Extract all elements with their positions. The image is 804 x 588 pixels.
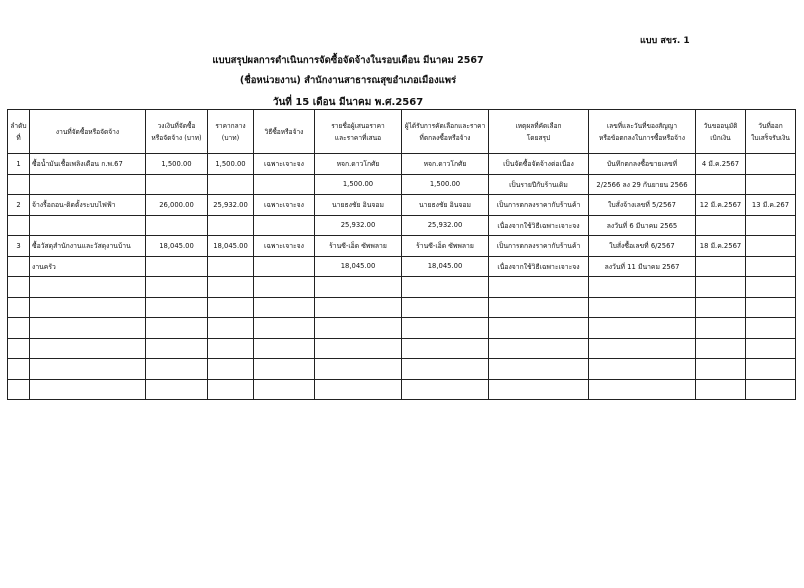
reason-cell: เป็นการตกลงราคากับร้านค้า — [489, 236, 589, 257]
budget-cell: 1,500.00 — [146, 154, 208, 175]
empty-cell — [146, 297, 208, 318]
empty-cell — [30, 297, 146, 318]
item-cell — [30, 174, 146, 195]
empty-cell — [8, 338, 30, 359]
empty-cell — [208, 297, 254, 318]
empty-cell — [696, 338, 746, 359]
selected-cell: 1,500.00 — [402, 174, 489, 195]
empty-cell — [402, 379, 489, 400]
empty-cell — [8, 359, 30, 380]
row-number: 1 — [8, 154, 30, 175]
empty-cell — [8, 297, 30, 318]
approval-date-cell — [696, 215, 746, 236]
median-price-cell — [208, 174, 254, 195]
empty-cell — [254, 277, 315, 298]
empty-cell — [402, 277, 489, 298]
header-row — [8, 110, 796, 154]
selected-cell: 18,045.00 — [402, 256, 489, 277]
row-number: 3 — [8, 236, 30, 257]
empty-cell — [589, 297, 696, 318]
empty-cell — [315, 318, 402, 339]
form-code: แบบ สขร. 1 — [640, 36, 690, 46]
empty-row — [8, 297, 796, 318]
budget-cell: 26,000.00 — [146, 195, 208, 216]
header-selected: ผู้ได้รับการคัดเลือกและราคา ที่ตกลงซื้อหรือจ้าง — [402, 110, 489, 154]
empty-cell — [696, 318, 746, 339]
empty-cell — [589, 359, 696, 380]
empty-cell — [315, 277, 402, 298]
reason-cell: เป็นจัดซื้อจัดจ้างต่อเนื่อง — [489, 154, 589, 175]
item-cell: ซื้อน้ำมันเชื้อเพลิงเดือน ก.พ.67 — [30, 154, 146, 175]
receipt-date-cell: 13 มี.ค.267 — [746, 195, 796, 216]
reason-cell: เป็นรายปีกับร้านเดิม — [489, 174, 589, 195]
empty-cell — [746, 277, 796, 298]
contract-cell: 2/2566 ลง 29 กันยายน 2566 — [589, 174, 696, 195]
method-cell: เฉพาะเจาะจง — [254, 195, 315, 216]
median-price-cell — [208, 256, 254, 277]
method-cell — [254, 256, 315, 277]
empty-row — [8, 318, 796, 339]
report-title: แบบสรุปผลการดำเนินการจัดซื้อจัดจ้างในรอบเดือน มีนาคม 2567 — [212, 55, 484, 66]
reason-cell: เนื่องจากใช้วิธีเฉพาะเจาะจง — [489, 256, 589, 277]
header-median-price: ราคากลาง (บาท) — [208, 110, 254, 154]
empty-cell — [146, 338, 208, 359]
empty-cell — [146, 359, 208, 380]
row-number — [8, 215, 30, 236]
table-row — [8, 256, 796, 277]
bidders-cell: 25,932.00 — [315, 215, 402, 236]
method-cell: เฉพาะเจาะจง — [254, 154, 315, 175]
header-receipt-date: วันที่ออก ใบเสร็จรับเงิน — [746, 110, 796, 154]
empty-cell — [696, 297, 746, 318]
empty-cell — [589, 379, 696, 400]
empty-cell — [402, 297, 489, 318]
table-row — [8, 195, 796, 216]
agency-name: (ชื่อหน่วยงาน) สำนักงานสาธารณสุขอำเภอเมืองแพร่ — [239, 75, 457, 86]
empty-cell — [402, 338, 489, 359]
empty-cell — [489, 318, 589, 339]
empty-cell — [8, 318, 30, 339]
item-cell — [30, 215, 146, 236]
table-row — [8, 236, 796, 257]
empty-cell — [589, 277, 696, 298]
median-price-cell: 25,932.00 — [208, 195, 254, 216]
median-price-cell: 1,500.00 — [208, 154, 254, 175]
bidders-cell: 1,500.00 — [315, 174, 402, 195]
method-cell — [254, 215, 315, 236]
report-date: วันที่ 15 เดือน มีนาคม พ.ศ.2567 — [272, 97, 424, 108]
bidders-cell: ร้านซี-เอ็ด ซัพพลาย — [315, 236, 402, 257]
empty-cell — [8, 277, 30, 298]
empty-cell — [146, 277, 208, 298]
reason-cell: เนื่องจากใช้วิธีเฉพาะเจาะจง — [489, 215, 589, 236]
empty-cell — [30, 277, 146, 298]
empty-cell — [208, 338, 254, 359]
row-number — [8, 174, 30, 195]
selected-cell: นายธงชัย อินจอม — [402, 195, 489, 216]
budget-cell — [146, 256, 208, 277]
empty-cell — [30, 338, 146, 359]
bidders-cell: หจก.ดาวโกศัย — [315, 154, 402, 175]
item-cell: งานครัว — [30, 256, 146, 277]
empty-cell — [208, 277, 254, 298]
approval-date-cell: 4 มี.ค.2567 — [696, 154, 746, 175]
empty-cell — [696, 277, 746, 298]
header-approval-date: วันขออนุมัติ เบิกเงิน — [696, 110, 746, 154]
empty-cell — [746, 379, 796, 400]
approval-date-cell: 18 มี.ค.2567 — [696, 236, 746, 257]
header-bidders: รายชื่อผู้เสนอราคา และราคาที่เสนอ — [315, 110, 402, 154]
approval-date-cell — [696, 174, 746, 195]
empty-cell — [315, 297, 402, 318]
empty-cell — [30, 379, 146, 400]
empty-row — [8, 379, 796, 400]
header-item: งานที่จัดซื้อหรือจัดจ้าง — [30, 110, 146, 154]
contract-cell: ใบสั่งจ้างเลขที่ 5/2567 — [589, 195, 696, 216]
reason-cell: เป็นการตกลงราคากับร้านค้า — [489, 195, 589, 216]
selected-cell: 25,932.00 — [402, 215, 489, 236]
empty-cell — [254, 338, 315, 359]
empty-cell — [746, 359, 796, 380]
empty-cell — [696, 359, 746, 380]
row-number — [8, 256, 30, 277]
empty-cell — [746, 297, 796, 318]
header-contract: เลขที่และวันที่ของสัญญา หรือข้อตกลงในการซื้อหรือจ้าง — [589, 110, 696, 154]
selected-cell: หจก.ดาวโกศัย — [402, 154, 489, 175]
median-price-cell — [208, 215, 254, 236]
table-row — [8, 174, 796, 195]
empty-cell — [208, 379, 254, 400]
empty-cell — [254, 359, 315, 380]
contract-cell: ลงวันที่ 11 มีนาคม 2567 — [589, 256, 696, 277]
empty-cell — [315, 338, 402, 359]
header-budget: วงเงินที่จัดซื้อ หรือจัดจ้าง (บาท) — [146, 110, 208, 154]
empty-cell — [146, 318, 208, 339]
method-cell — [254, 174, 315, 195]
empty-cell — [315, 359, 402, 380]
empty-cell — [8, 379, 30, 400]
empty-row — [8, 277, 796, 298]
empty-cell — [489, 379, 589, 400]
empty-cell — [489, 277, 589, 298]
empty-cell — [30, 359, 146, 380]
table-body — [8, 154, 796, 400]
procurement-summary-table — [7, 109, 796, 400]
item-cell: ซื้อวัสดุสำนักงานและวัสดุงานบ้าน — [30, 236, 146, 257]
empty-cell — [589, 318, 696, 339]
empty-cell — [254, 318, 315, 339]
empty-row — [8, 338, 796, 359]
row-number: 2 — [8, 195, 30, 216]
header-method: วิธีซื้อหรือจ้าง — [254, 110, 315, 154]
item-cell: จ้างรื้อถอน-ติดตั้งระบบไฟฟ้า — [30, 195, 146, 216]
empty-cell — [746, 338, 796, 359]
bidders-cell: นายธงชัย อินจอม — [315, 195, 402, 216]
empty-cell — [146, 379, 208, 400]
median-price-cell: 18,045.00 — [208, 236, 254, 257]
receipt-date-cell — [746, 174, 796, 195]
empty-cell — [696, 379, 746, 400]
budget-cell — [146, 215, 208, 236]
empty-cell — [208, 318, 254, 339]
empty-cell — [489, 338, 589, 359]
approval-date-cell — [696, 256, 746, 277]
empty-cell — [746, 318, 796, 339]
empty-cell — [208, 359, 254, 380]
empty-cell — [402, 359, 489, 380]
bidders-cell: 18,045.00 — [315, 256, 402, 277]
contract-cell: บันทึกตกลงซื้อขายเลขที่ — [589, 154, 696, 175]
empty-cell — [402, 318, 489, 339]
selected-cell: ร้านซี-เอ็ด ซัพพลาย — [402, 236, 489, 257]
receipt-date-cell — [746, 215, 796, 236]
approval-date-cell: 12 มี.ค.2567 — [696, 195, 746, 216]
empty-cell — [315, 379, 402, 400]
empty-row — [8, 359, 796, 380]
budget-cell: 18,045.00 — [146, 236, 208, 257]
empty-cell — [254, 379, 315, 400]
contract-cell: ใบสั่งซื้อเลขที่ 6/2567 — [589, 236, 696, 257]
receipt-date-cell — [746, 256, 796, 277]
empty-cell — [489, 359, 589, 380]
empty-cell — [30, 318, 146, 339]
header-reason: เหตุผลที่คัดเลือก โดยสรุป — [489, 110, 589, 154]
method-cell: เฉพาะเจาะจง — [254, 236, 315, 257]
table-row — [8, 215, 796, 236]
empty-cell — [254, 297, 315, 318]
budget-cell — [146, 174, 208, 195]
empty-cell — [489, 297, 589, 318]
receipt-date-cell — [746, 154, 796, 175]
empty-cell — [589, 338, 696, 359]
receipt-date-cell — [746, 236, 796, 257]
contract-cell: ลงวันที่ 6 มีนาคม 2565 — [589, 215, 696, 236]
table-row — [8, 154, 796, 175]
header-no: ลำดับ ที่ — [8, 110, 30, 154]
